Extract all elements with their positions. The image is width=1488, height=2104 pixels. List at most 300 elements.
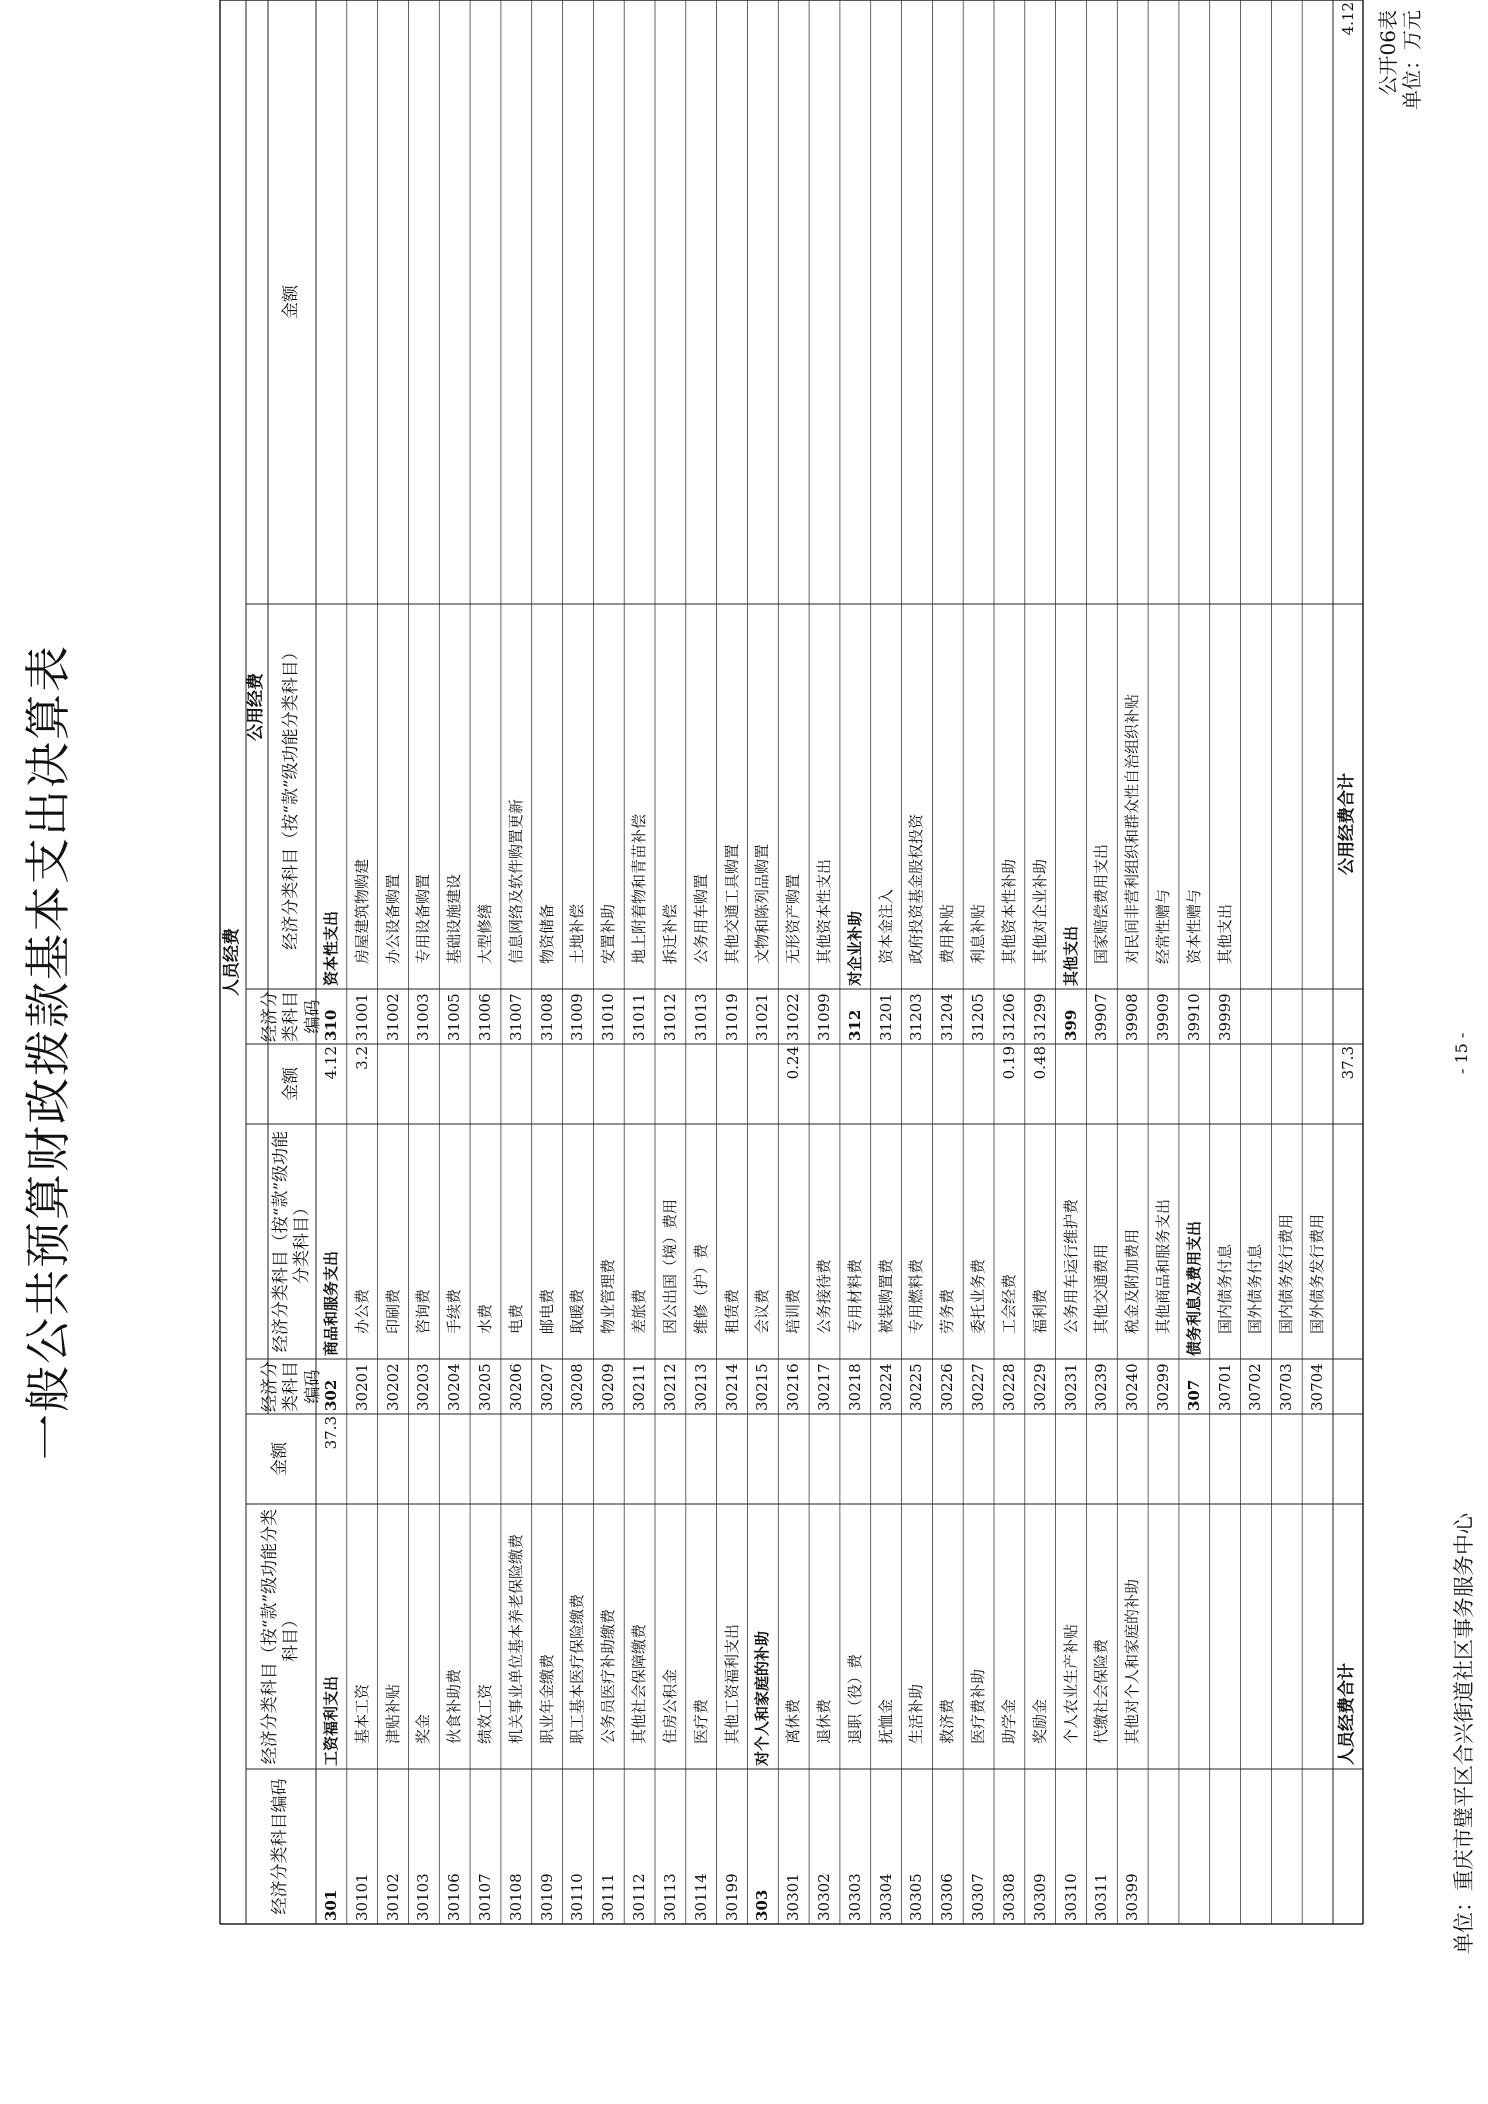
personnel_rows-amount bbox=[778, 1414, 809, 1504]
right_rows-amount bbox=[624, 0, 655, 604]
mid_rows-amount bbox=[593, 1044, 624, 1124]
mid_rows-code: 30701 bbox=[1215, 1363, 1234, 1411]
right_rows-code: 31206 bbox=[999, 993, 1018, 1041]
mid_rows-amount: 4.12 bbox=[321, 1046, 340, 1080]
mid_rows-code: 30218 bbox=[845, 1363, 864, 1411]
mid_rows-amount bbox=[1117, 1044, 1148, 1124]
amount-header-public: 金额 bbox=[281, 1067, 302, 1101]
mid_rows-amount bbox=[902, 1044, 933, 1124]
right_rows-name bbox=[1241, 583, 1272, 986]
mid_rows-name: 债务利息及费用支出 bbox=[1184, 1220, 1203, 1356]
right_rows-name: 对企业补助 bbox=[845, 910, 864, 986]
mid_rows-amount: 0.24 bbox=[784, 1046, 803, 1080]
mid_rows-name: 培训费 bbox=[784, 1288, 803, 1334]
right_rows-name: 专用设备购置 bbox=[414, 873, 433, 964]
personnel_rows-amount bbox=[378, 1414, 409, 1504]
right_rows-name: 经常性赠与 bbox=[1153, 888, 1172, 964]
personnel-header: 人员经费 bbox=[222, 928, 243, 996]
personnel_rows-amount bbox=[686, 1414, 717, 1504]
personnel_rows-code: 30101 bbox=[352, 1873, 371, 1921]
page-title: 一般公共预算财政拨款基本支出决算表 bbox=[21, 644, 75, 1460]
mid_rows-code: 30215 bbox=[753, 1363, 772, 1411]
mid_rows-amount bbox=[1148, 1044, 1179, 1124]
personnel_rows-name: 其他工资福利支出 bbox=[722, 1623, 741, 1744]
right_rows-code: 31021 bbox=[753, 993, 772, 1041]
mid_rows-name: 税金及附加费用 bbox=[1123, 1228, 1142, 1334]
personnel_rows-name: 生活补助 bbox=[907, 1683, 926, 1744]
personnel_rows-name: 退职（役）费 bbox=[845, 1653, 864, 1744]
personnel-total-label: 人员经费合计 bbox=[1337, 1663, 1358, 1765]
code-header-public: 经济分类科目编码 bbox=[260, 1361, 323, 1412]
mid_rows-name: 租赁费 bbox=[722, 1288, 741, 1334]
personnel_rows-code: 30113 bbox=[660, 1873, 679, 1921]
personnel_rows-amount bbox=[470, 1414, 501, 1504]
personnel_rows-name: 职工基本医疗保险缴费 bbox=[568, 1593, 587, 1744]
mid_rows-code: 30224 bbox=[876, 1363, 895, 1411]
personnel_rows-code: 30114 bbox=[691, 1873, 710, 1921]
mid_rows-code: 30239 bbox=[1092, 1363, 1111, 1411]
personnel_rows-code: 30111 bbox=[599, 1873, 618, 1921]
personnel_rows-amount bbox=[994, 1414, 1025, 1504]
mid_rows-code: 30201 bbox=[352, 1363, 371, 1411]
personnel_rows-amount bbox=[747, 1414, 778, 1504]
mid_rows-amount bbox=[809, 1044, 840, 1124]
right_rows-code: 31299 bbox=[1030, 993, 1049, 1041]
right_rows-amount bbox=[1302, 0, 1333, 604]
personnel_rows-code: 30110 bbox=[568, 1873, 587, 1921]
mid_rows-amount bbox=[378, 1044, 409, 1124]
right_rows-code bbox=[1271, 990, 1302, 1041]
mid_rows-name: 因公出国（境）费用 bbox=[660, 1198, 679, 1334]
personnel_rows-name: 其他对个人和家庭的补助 bbox=[1123, 1578, 1142, 1744]
mid_rows-name: 电费 bbox=[506, 1303, 525, 1334]
mid_rows-code: 30228 bbox=[999, 1363, 1018, 1411]
personnel_rows-name: 绩效工资 bbox=[475, 1683, 494, 1744]
personnel_rows-name: 对个人和家庭的补助 bbox=[753, 1630, 772, 1766]
right_rows-amount bbox=[501, 0, 532, 604]
personnel_rows-code: 30309 bbox=[1030, 1873, 1049, 1921]
mid_rows-name: 手续费 bbox=[445, 1288, 464, 1334]
personnel_rows-amount bbox=[593, 1414, 624, 1504]
right_rows-code: 31203 bbox=[907, 993, 926, 1041]
personnel_rows-amount bbox=[347, 1414, 378, 1504]
mid_rows-amount bbox=[563, 1044, 594, 1124]
mid_rows-code: 30211 bbox=[630, 1363, 649, 1411]
subject-header: 经济分类科目（按“款”级功能分类科目） bbox=[259, 1508, 301, 1765]
right_rows-amount bbox=[470, 0, 501, 604]
right_rows-code: 39909 bbox=[1153, 993, 1172, 1041]
mid_rows-code: 30208 bbox=[568, 1363, 587, 1411]
personnel_rows-code: 30310 bbox=[1061, 1873, 1080, 1921]
mid_rows-name: 印刷费 bbox=[383, 1288, 402, 1334]
personnel_rows-code: 30305 bbox=[907, 1873, 926, 1921]
mid_rows-name: 劳务费 bbox=[938, 1288, 957, 1334]
mid_rows-code: 30202 bbox=[383, 1363, 402, 1411]
right_rows-amount bbox=[532, 0, 563, 604]
mid-total-label bbox=[1333, 1124, 1363, 1414]
right_rows-name: 其他交通工具购置 bbox=[722, 843, 741, 964]
public-header: 公用经费 bbox=[246, 673, 267, 741]
right_rows-amount bbox=[1210, 0, 1241, 604]
mid_rows-amount bbox=[1271, 1044, 1302, 1124]
personnel_rows-amount bbox=[439, 1414, 470, 1504]
mid-total-amount: 37.3 bbox=[1338, 1046, 1357, 1080]
right_rows-name: 政府投资基金股权投资 bbox=[907, 813, 926, 964]
personnel_rows-amount bbox=[501, 1414, 532, 1504]
mid_rows-code: 30231 bbox=[1061, 1363, 1080, 1411]
personnel_rows-amount bbox=[717, 1414, 748, 1504]
right_rows-code: 31010 bbox=[599, 993, 618, 1041]
personnel_rows-amount bbox=[902, 1414, 933, 1504]
personnel_rows-amount bbox=[963, 1414, 994, 1504]
right_rows-amount bbox=[871, 0, 902, 604]
right_rows-code: 31002 bbox=[383, 993, 402, 1041]
right_rows-name: 利息补贴 bbox=[969, 903, 988, 964]
mid_rows-code: 30299 bbox=[1153, 1363, 1172, 1411]
personnel_rows-code: 30108 bbox=[506, 1873, 525, 1921]
mid_rows-name: 公务接待费 bbox=[814, 1258, 833, 1334]
mid_rows-name: 邮电费 bbox=[537, 1288, 556, 1334]
mid_rows-code: 302 bbox=[321, 1379, 340, 1411]
mid_rows-name: 国内债务发行费用 bbox=[1277, 1213, 1296, 1334]
personnel_rows-name: 助学金 bbox=[999, 1698, 1018, 1744]
mid_rows-name: 福利费 bbox=[1030, 1288, 1049, 1334]
personnel_rows-name: 医疗费补助 bbox=[969, 1668, 988, 1744]
mid_rows-amount bbox=[1056, 1044, 1087, 1124]
right_rows-name: 费用补贴 bbox=[938, 903, 957, 964]
mid_rows-name: 会议费 bbox=[753, 1288, 772, 1334]
right_rows-amount bbox=[1086, 0, 1117, 604]
right_rows-amount bbox=[932, 0, 963, 604]
personnel_rows-code: 30307 bbox=[969, 1873, 988, 1921]
mid_rows-name: 专用燃料费 bbox=[907, 1258, 926, 1334]
personnel_rows-name: 离休费 bbox=[784, 1698, 803, 1744]
personnel_rows-name: 机关事业单位基本养老保险缴费 bbox=[506, 1533, 525, 1744]
right_rows-amount bbox=[809, 0, 840, 604]
mid_rows-amount bbox=[408, 1044, 439, 1124]
mid_rows-code: 30226 bbox=[938, 1363, 957, 1411]
personnel_rows-code: 30112 bbox=[630, 1873, 649, 1921]
right_rows-name: 信息网络及软件购置更新 bbox=[506, 798, 525, 964]
right_rows-amount bbox=[747, 0, 778, 604]
mid_rows-amount bbox=[871, 1044, 902, 1124]
mid_rows-name: 取暖费 bbox=[568, 1288, 587, 1334]
mid_rows-code: 307 bbox=[1184, 1379, 1203, 1411]
personnel_rows-amount bbox=[1056, 1414, 1087, 1504]
mid_rows-code: 30205 bbox=[475, 1363, 494, 1411]
right_rows-name: 无形资产购置 bbox=[784, 873, 803, 964]
personnel_rows-amount bbox=[871, 1414, 902, 1504]
personnel_rows-code: 30311 bbox=[1092, 1873, 1111, 1921]
mid_rows-amount: 3.2 bbox=[352, 1046, 371, 1070]
mid_rows-code: 30206 bbox=[506, 1363, 525, 1411]
personnel_rows-code: 30308 bbox=[999, 1873, 1018, 1921]
right_rows-name: 资本性赠与 bbox=[1184, 888, 1203, 964]
mid_rows-name: 商品和服务支出 bbox=[321, 1250, 340, 1356]
mid_rows-code: 30702 bbox=[1246, 1363, 1265, 1411]
mid_rows-name: 国外债务付息 bbox=[1246, 1243, 1265, 1334]
right_rows-name: 房屋建筑物购建 bbox=[352, 858, 371, 964]
mid_rows-amount: 0.19 bbox=[999, 1046, 1018, 1080]
personnel_rows-amount bbox=[624, 1414, 655, 1504]
personnel_rows-code: 30302 bbox=[814, 1873, 833, 1921]
mid_rows-code: 30209 bbox=[599, 1363, 618, 1411]
right_rows-name: 其他支出 bbox=[1215, 903, 1234, 964]
right_rows-code: 31005 bbox=[445, 993, 464, 1041]
right_rows-code: 39999 bbox=[1215, 993, 1234, 1041]
personnel_rows-name: 其他社会保障缴费 bbox=[630, 1623, 649, 1744]
mid_rows-amount: 0.48 bbox=[1030, 1046, 1049, 1080]
code-header: 经济分类科目编码 bbox=[270, 1778, 291, 1915]
right_rows-code: 39910 bbox=[1184, 993, 1203, 1041]
right_rows-name: 地上附着物和青苗补偿 bbox=[630, 813, 649, 964]
mid_rows-code: 30216 bbox=[784, 1363, 803, 1411]
mid_rows-code: 30225 bbox=[907, 1363, 926, 1411]
right_rows-amount bbox=[717, 0, 748, 604]
personnel_rows-code: 30399 bbox=[1123, 1873, 1142, 1921]
personnel_rows-amount bbox=[408, 1414, 439, 1504]
personnel_rows-name: 职业年金缴费 bbox=[537, 1653, 556, 1744]
personnel_rows-name: 津贴补贴 bbox=[383, 1683, 402, 1744]
right_rows-amount bbox=[994, 0, 1025, 604]
right_rows-name: 其他资本性补助 bbox=[999, 858, 1018, 964]
mid_rows-amount bbox=[963, 1044, 994, 1124]
right_rows-code: 31008 bbox=[537, 993, 556, 1041]
page-number: - 15 - bbox=[1452, 1032, 1471, 1074]
personnel_rows-code: 30301 bbox=[784, 1873, 803, 1921]
right_rows-code: 39908 bbox=[1123, 993, 1142, 1041]
mid_rows-code: 30704 bbox=[1308, 1363, 1327, 1411]
right_rows-amount bbox=[778, 0, 809, 604]
subject-header-public: 经济分类科目（按“款”级功能分类科目） bbox=[270, 1130, 312, 1353]
right_rows-code: 31204 bbox=[938, 993, 957, 1041]
personnel_rows-amount bbox=[655, 1414, 686, 1504]
right_rows-amount bbox=[963, 0, 994, 604]
mid_rows-code: 30227 bbox=[969, 1363, 988, 1411]
right_rows-code: 31205 bbox=[969, 993, 988, 1041]
right_rows-name: 拆迁补偿 bbox=[660, 903, 679, 964]
personnel_rows-code: 30103 bbox=[414, 1873, 433, 1921]
mid_rows-amount bbox=[747, 1044, 778, 1124]
mid_rows-name: 水费 bbox=[475, 1303, 494, 1334]
personnel_rows-amount bbox=[840, 1414, 871, 1504]
right_rows-amount bbox=[840, 0, 871, 604]
right_rows-name: 大型修缮 bbox=[475, 903, 494, 964]
personnel_rows-name: 工资福利支出 bbox=[321, 1675, 340, 1766]
personnel_rows-code: 30304 bbox=[876, 1873, 895, 1921]
personnel_rows-name: 住房公积金 bbox=[660, 1668, 679, 1744]
right_rows-code: 31009 bbox=[568, 993, 587, 1041]
mid_rows-name: 国外债务发行费用 bbox=[1308, 1213, 1327, 1334]
mid_rows-name: 办公费 bbox=[352, 1288, 371, 1334]
right_rows-name: 其他资本性支出 bbox=[814, 858, 833, 964]
mid_rows-amount bbox=[470, 1044, 501, 1124]
mid_rows-code: 30214 bbox=[722, 1363, 741, 1411]
right_rows-name: 基础设施建设 bbox=[445, 873, 464, 964]
right_rows-amount bbox=[902, 0, 933, 604]
personnel_rows-amount bbox=[809, 1414, 840, 1504]
form-code: 公开06表 bbox=[1376, 10, 1400, 96]
mid_rows-name: 维修（护）费 bbox=[691, 1243, 710, 1334]
mid_rows-name: 物业管理费 bbox=[599, 1258, 618, 1334]
right_rows-amount bbox=[1271, 0, 1302, 604]
right_rows-code: 31099 bbox=[814, 993, 833, 1041]
mid_rows-amount bbox=[501, 1044, 532, 1124]
right_rows-code bbox=[1302, 990, 1333, 1041]
right_rows-code bbox=[1241, 990, 1272, 1041]
amount-header: 金额 bbox=[270, 1442, 291, 1476]
mid_rows-amount bbox=[532, 1044, 563, 1124]
right_rows-code: 312 bbox=[845, 1009, 864, 1041]
code-header-right: 经济分类科目编码 bbox=[260, 991, 323, 1042]
personnel_rows-code: 30102 bbox=[383, 1873, 402, 1921]
mid_rows-name: 国内债务付息 bbox=[1215, 1243, 1234, 1334]
mid_rows-amount bbox=[932, 1044, 963, 1124]
personnel_rows-name: 基本工资 bbox=[352, 1683, 371, 1744]
mid_rows-code: 30212 bbox=[660, 1363, 679, 1411]
mid_rows-amount bbox=[439, 1044, 470, 1124]
mid_rows-amount bbox=[717, 1044, 748, 1124]
right_rows-amount bbox=[655, 0, 686, 604]
mid_rows-amount bbox=[686, 1044, 717, 1124]
mid_rows-code: 30703 bbox=[1277, 1363, 1296, 1411]
right_rows-code: 39907 bbox=[1092, 993, 1111, 1041]
right_rows-code: 31003 bbox=[414, 993, 433, 1041]
right_rows-code: 399 bbox=[1061, 1009, 1080, 1041]
personnel_rows-name: 代缴社会保险费 bbox=[1092, 1638, 1111, 1744]
right_rows-code: 31006 bbox=[475, 993, 494, 1041]
personnel_rows-code: 301 bbox=[321, 1889, 340, 1921]
personnel_rows-name: 伙食补助费 bbox=[445, 1668, 464, 1744]
personnel_rows-amount bbox=[1117, 1414, 1148, 1504]
mid_rows-code: 30240 bbox=[1123, 1363, 1142, 1411]
personnel_rows-code: 30306 bbox=[938, 1873, 957, 1921]
mid_rows-amount bbox=[1210, 1044, 1241, 1124]
mid_rows-name: 公务用车运行维护费 bbox=[1061, 1198, 1080, 1334]
right_rows-name: 资本金注入 bbox=[876, 888, 895, 964]
right_rows-code: 31011 bbox=[630, 993, 649, 1041]
mid_rows-name: 差旅费 bbox=[630, 1288, 649, 1334]
mid_rows-name: 咨询费 bbox=[414, 1288, 433, 1334]
personnel_rows-code: 30107 bbox=[475, 1873, 494, 1921]
unit-right: 单位：万元 bbox=[1400, 10, 1424, 110]
right_rows-amount bbox=[1241, 0, 1272, 604]
personnel_rows-amount bbox=[1025, 1414, 1056, 1504]
right_rows-name: 其他支出 bbox=[1061, 925, 1080, 986]
mid_rows-amount bbox=[1302, 1044, 1333, 1124]
right_rows-name: 公务用车购置 bbox=[691, 873, 710, 964]
amount-header-right: 金额 bbox=[281, 285, 302, 319]
mid_rows-code: 30203 bbox=[414, 1363, 433, 1411]
right_rows-code: 31013 bbox=[691, 993, 710, 1041]
right_rows-name: 其他对企业补助 bbox=[1030, 858, 1049, 964]
personnel_rows-name: 救济费 bbox=[938, 1698, 957, 1744]
mid_rows-code: 30204 bbox=[445, 1363, 464, 1411]
right_rows-code: 31201 bbox=[876, 993, 895, 1041]
mid_rows-code: 30229 bbox=[1030, 1363, 1049, 1411]
right_rows-name: 文物和陈列品购置 bbox=[753, 843, 772, 964]
right_rows-amount bbox=[378, 0, 409, 604]
right_rows-code: 31022 bbox=[784, 993, 803, 1041]
right_rows-code: 31012 bbox=[660, 993, 679, 1041]
right_rows-code: 31001 bbox=[352, 993, 371, 1041]
right_rows-name bbox=[1302, 583, 1333, 986]
personnel_rows-name: 奖励金 bbox=[1030, 1698, 1049, 1744]
personnel_rows-name: 退休费 bbox=[814, 1698, 833, 1744]
mid_rows-amount bbox=[624, 1044, 655, 1124]
mid_rows-name: 委托业务费 bbox=[969, 1258, 988, 1334]
right_rows-name: 土地补偿 bbox=[568, 903, 587, 964]
mid_rows-amount bbox=[1179, 1044, 1210, 1124]
right_rows-name: 安置补助 bbox=[599, 903, 618, 964]
public-total-label: 公用经费合计 bbox=[1337, 773, 1358, 875]
personnel_rows-code: 30199 bbox=[722, 1873, 741, 1921]
mid_rows-name: 工会经费 bbox=[999, 1273, 1018, 1334]
subject-header-right: 经济分类科目（按“款”级功能分类科目） bbox=[281, 643, 302, 950]
mid_rows-amount bbox=[1086, 1044, 1117, 1124]
public-total-amount: 4.12 bbox=[1338, 2, 1357, 36]
right_rows-amount bbox=[439, 0, 470, 604]
personnel_rows-name: 医疗费 bbox=[691, 1698, 710, 1744]
right_rows-amount bbox=[1056, 0, 1087, 604]
right_rows-code: 31019 bbox=[722, 993, 741, 1041]
right_rows-amount bbox=[1025, 0, 1056, 604]
right_rows-code: 310 bbox=[321, 1009, 340, 1041]
personnel_rows-name: 个人农业生产补贴 bbox=[1061, 1623, 1080, 1744]
right_rows-amount bbox=[316, 0, 347, 604]
personnel_rows-amount bbox=[532, 1414, 563, 1504]
right_rows-amount bbox=[1117, 0, 1148, 604]
mid_rows-amount bbox=[655, 1044, 686, 1124]
right_rows-amount bbox=[347, 0, 378, 604]
mid_rows-code: 30207 bbox=[537, 1363, 556, 1411]
mid_rows-name: 被装购置费 bbox=[876, 1258, 895, 1334]
right_rows-amount bbox=[1148, 0, 1179, 604]
mid_rows-amount bbox=[840, 1044, 871, 1124]
right_rows-amount bbox=[563, 0, 594, 604]
personnel_rows-name: 奖金 bbox=[414, 1713, 433, 1744]
personnel_rows-amount bbox=[932, 1414, 963, 1504]
personnel_rows-name: 公务员医疗补助缴费 bbox=[599, 1608, 618, 1744]
mid_rows-code: 30213 bbox=[691, 1363, 710, 1411]
mid_rows-name: 其他交通费用 bbox=[1092, 1243, 1111, 1334]
unit-left: 单位：重庆市璧平区合兴街道社区事务服务中心 bbox=[1452, 1513, 1476, 1954]
mid_rows-name: 专用材料费 bbox=[845, 1258, 864, 1334]
mid_rows-amount bbox=[1241, 1044, 1272, 1124]
right_rows-name: 物资储备 bbox=[537, 903, 556, 964]
right_rows-amount bbox=[686, 0, 717, 604]
right_rows-name: 对民间非营利组织和群众性自治组织补贴 bbox=[1123, 693, 1142, 964]
right_rows-amount bbox=[1179, 0, 1210, 604]
right_rows-code: 31007 bbox=[506, 993, 525, 1041]
personnel_rows-code: 30106 bbox=[445, 1873, 464, 1921]
personnel_rows-code: 303 bbox=[753, 1889, 772, 1921]
right_rows-name bbox=[1271, 583, 1302, 986]
right_rows-amount bbox=[593, 0, 624, 604]
right_rows-name: 国家赔偿费用支出 bbox=[1092, 843, 1111, 964]
expenditure-table bbox=[220, 0, 1363, 1924]
personnel_rows-amount bbox=[563, 1414, 594, 1504]
mid_rows-code: 30217 bbox=[814, 1363, 833, 1411]
personnel_rows-code: 30303 bbox=[845, 1873, 864, 1921]
mid_rows-name: 其他商品和服务支出 bbox=[1153, 1198, 1172, 1334]
personnel_rows-amount bbox=[1086, 1414, 1117, 1504]
right_rows-name: 办公设备购置 bbox=[383, 873, 402, 964]
personnel_rows-code: 30109 bbox=[537, 1873, 556, 1921]
right_rows-name: 资本性支出 bbox=[321, 910, 340, 986]
right_rows-amount bbox=[408, 0, 439, 604]
personnel_rows-amount: 37.3 bbox=[321, 1416, 340, 1450]
